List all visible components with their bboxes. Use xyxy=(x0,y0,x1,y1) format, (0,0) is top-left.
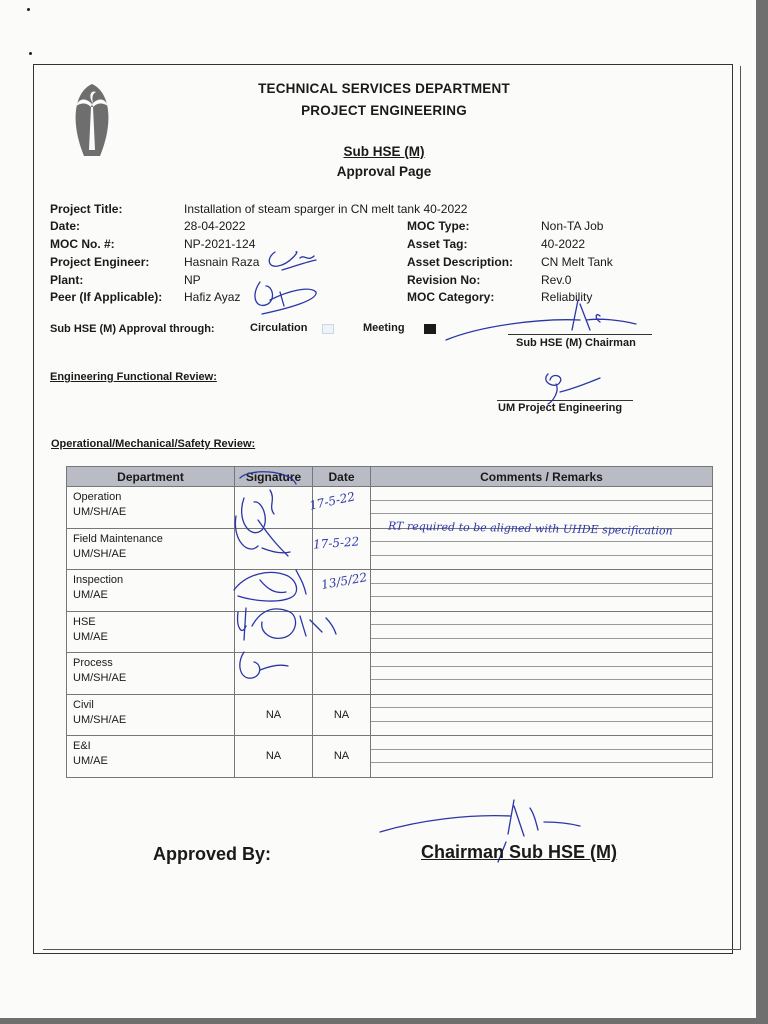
moc-type-label: MOC Type: xyxy=(407,219,470,233)
date-cell[interactable]: NA xyxy=(313,694,371,736)
handwritten-date-inspection: 13/5/22 xyxy=(320,570,369,592)
handwritten-comment-field: RT required to be aligned with UHDE specification xyxy=(387,519,673,538)
department-role: UM/AE xyxy=(73,589,108,601)
signature-cell[interactable]: NA xyxy=(235,736,313,778)
signature-cell[interactable]: NA xyxy=(235,694,313,736)
department-name: Process xyxy=(73,657,113,669)
sub-department-title: PROJECT ENGINEERING xyxy=(301,103,467,118)
chairman-signatory: Chairman Sub HSE (M) xyxy=(421,842,618,862)
date-value: 28-04-2022 xyxy=(184,219,246,233)
revision-label: Revision No: xyxy=(407,273,481,287)
operation-signature xyxy=(240,472,296,556)
asset-description-label: Asset Description: xyxy=(407,255,514,269)
moc-category-value: Reliability xyxy=(541,290,593,304)
chairman-top-signature xyxy=(446,300,636,340)
date-label: Date: xyxy=(50,219,81,233)
page-title: Approval Page xyxy=(336,164,432,179)
department-role: UM/SH/AE xyxy=(73,713,127,726)
engineer-signature xyxy=(269,252,316,270)
inspection-signature xyxy=(234,570,306,601)
moc-no-value: NP-2021-124 xyxy=(184,237,256,251)
hse-signature xyxy=(238,608,336,640)
asset-tag-label: Asset Tag: xyxy=(407,237,468,251)
chairman-caption: Sub HSE (M) Chairman xyxy=(516,337,636,349)
plant-label: Plant: xyxy=(50,273,84,287)
circulation-label: Circulation xyxy=(250,322,308,334)
revision-value: Rev.0 xyxy=(541,273,572,287)
department-name: Civil xyxy=(73,698,94,711)
committee-title: Sub HSE (M) xyxy=(343,144,425,159)
project-engineer-value: Hasnain Raza xyxy=(184,255,260,269)
process-signature xyxy=(240,652,288,678)
department-role: UM/AE xyxy=(73,755,108,767)
department-name: Inspection xyxy=(73,574,124,586)
operational-review-heading: Operational/Mechanical/Safety Review: xyxy=(51,438,256,450)
date-cell[interactable]: NA xyxy=(313,736,371,778)
handwritten-date-field: 17-5-22 xyxy=(312,534,360,552)
department-name: Operation xyxy=(73,491,122,503)
plant-value: NP xyxy=(184,273,201,287)
department-role: UM/SH/AE xyxy=(73,547,127,560)
column-header-comments: Comments / Remarks xyxy=(371,467,713,487)
meeting-label: Meeting xyxy=(363,322,405,334)
department-name: Field Maintenance xyxy=(73,532,163,545)
approved-by-label: Approved By: xyxy=(153,844,272,864)
department-name: HSE xyxy=(73,615,96,628)
asset-tag-value: 40-2022 xyxy=(541,237,586,251)
department-role: UM/SH/AE xyxy=(73,506,127,518)
approval-through-label: Sub HSE (M) Approval through: xyxy=(50,323,215,335)
department-role: UM/SH/AE xyxy=(73,672,127,684)
um-project-engineering-caption: UM Project Engineering xyxy=(498,402,623,414)
column-header-department: Department xyxy=(67,467,235,487)
functional-review-heading: Engineering Functional Review: xyxy=(50,371,217,383)
project-title-label: Project Title: xyxy=(50,202,123,216)
project-engineer-label: Project Engineer: xyxy=(50,255,150,269)
column-header-signature: Signature xyxy=(235,467,313,487)
peer-value: Hafiz Ayaz xyxy=(184,290,241,304)
peer-label: Peer (If Applicable): xyxy=(50,290,163,304)
moc-no-label: MOC No. #: xyxy=(50,237,115,251)
handwritten-date-operation: 17-5-22 xyxy=(308,489,357,513)
asset-description-value: CN Melt Tank xyxy=(541,255,613,269)
moc-type-value: Non-TA Job xyxy=(541,219,604,233)
department-name: E&I xyxy=(73,740,91,752)
department-title: TECHNICAL SERVICES DEPARTMENT xyxy=(258,81,510,96)
um-signature xyxy=(546,374,600,404)
column-header-date: Date xyxy=(313,467,371,487)
project-title-value: Installation of steam sparger in CN melt tank 40-2022 xyxy=(184,202,468,216)
moc-category-label: MOC Category: xyxy=(407,290,495,304)
peer-signature xyxy=(255,282,316,314)
department-role: UM/AE xyxy=(73,630,108,643)
